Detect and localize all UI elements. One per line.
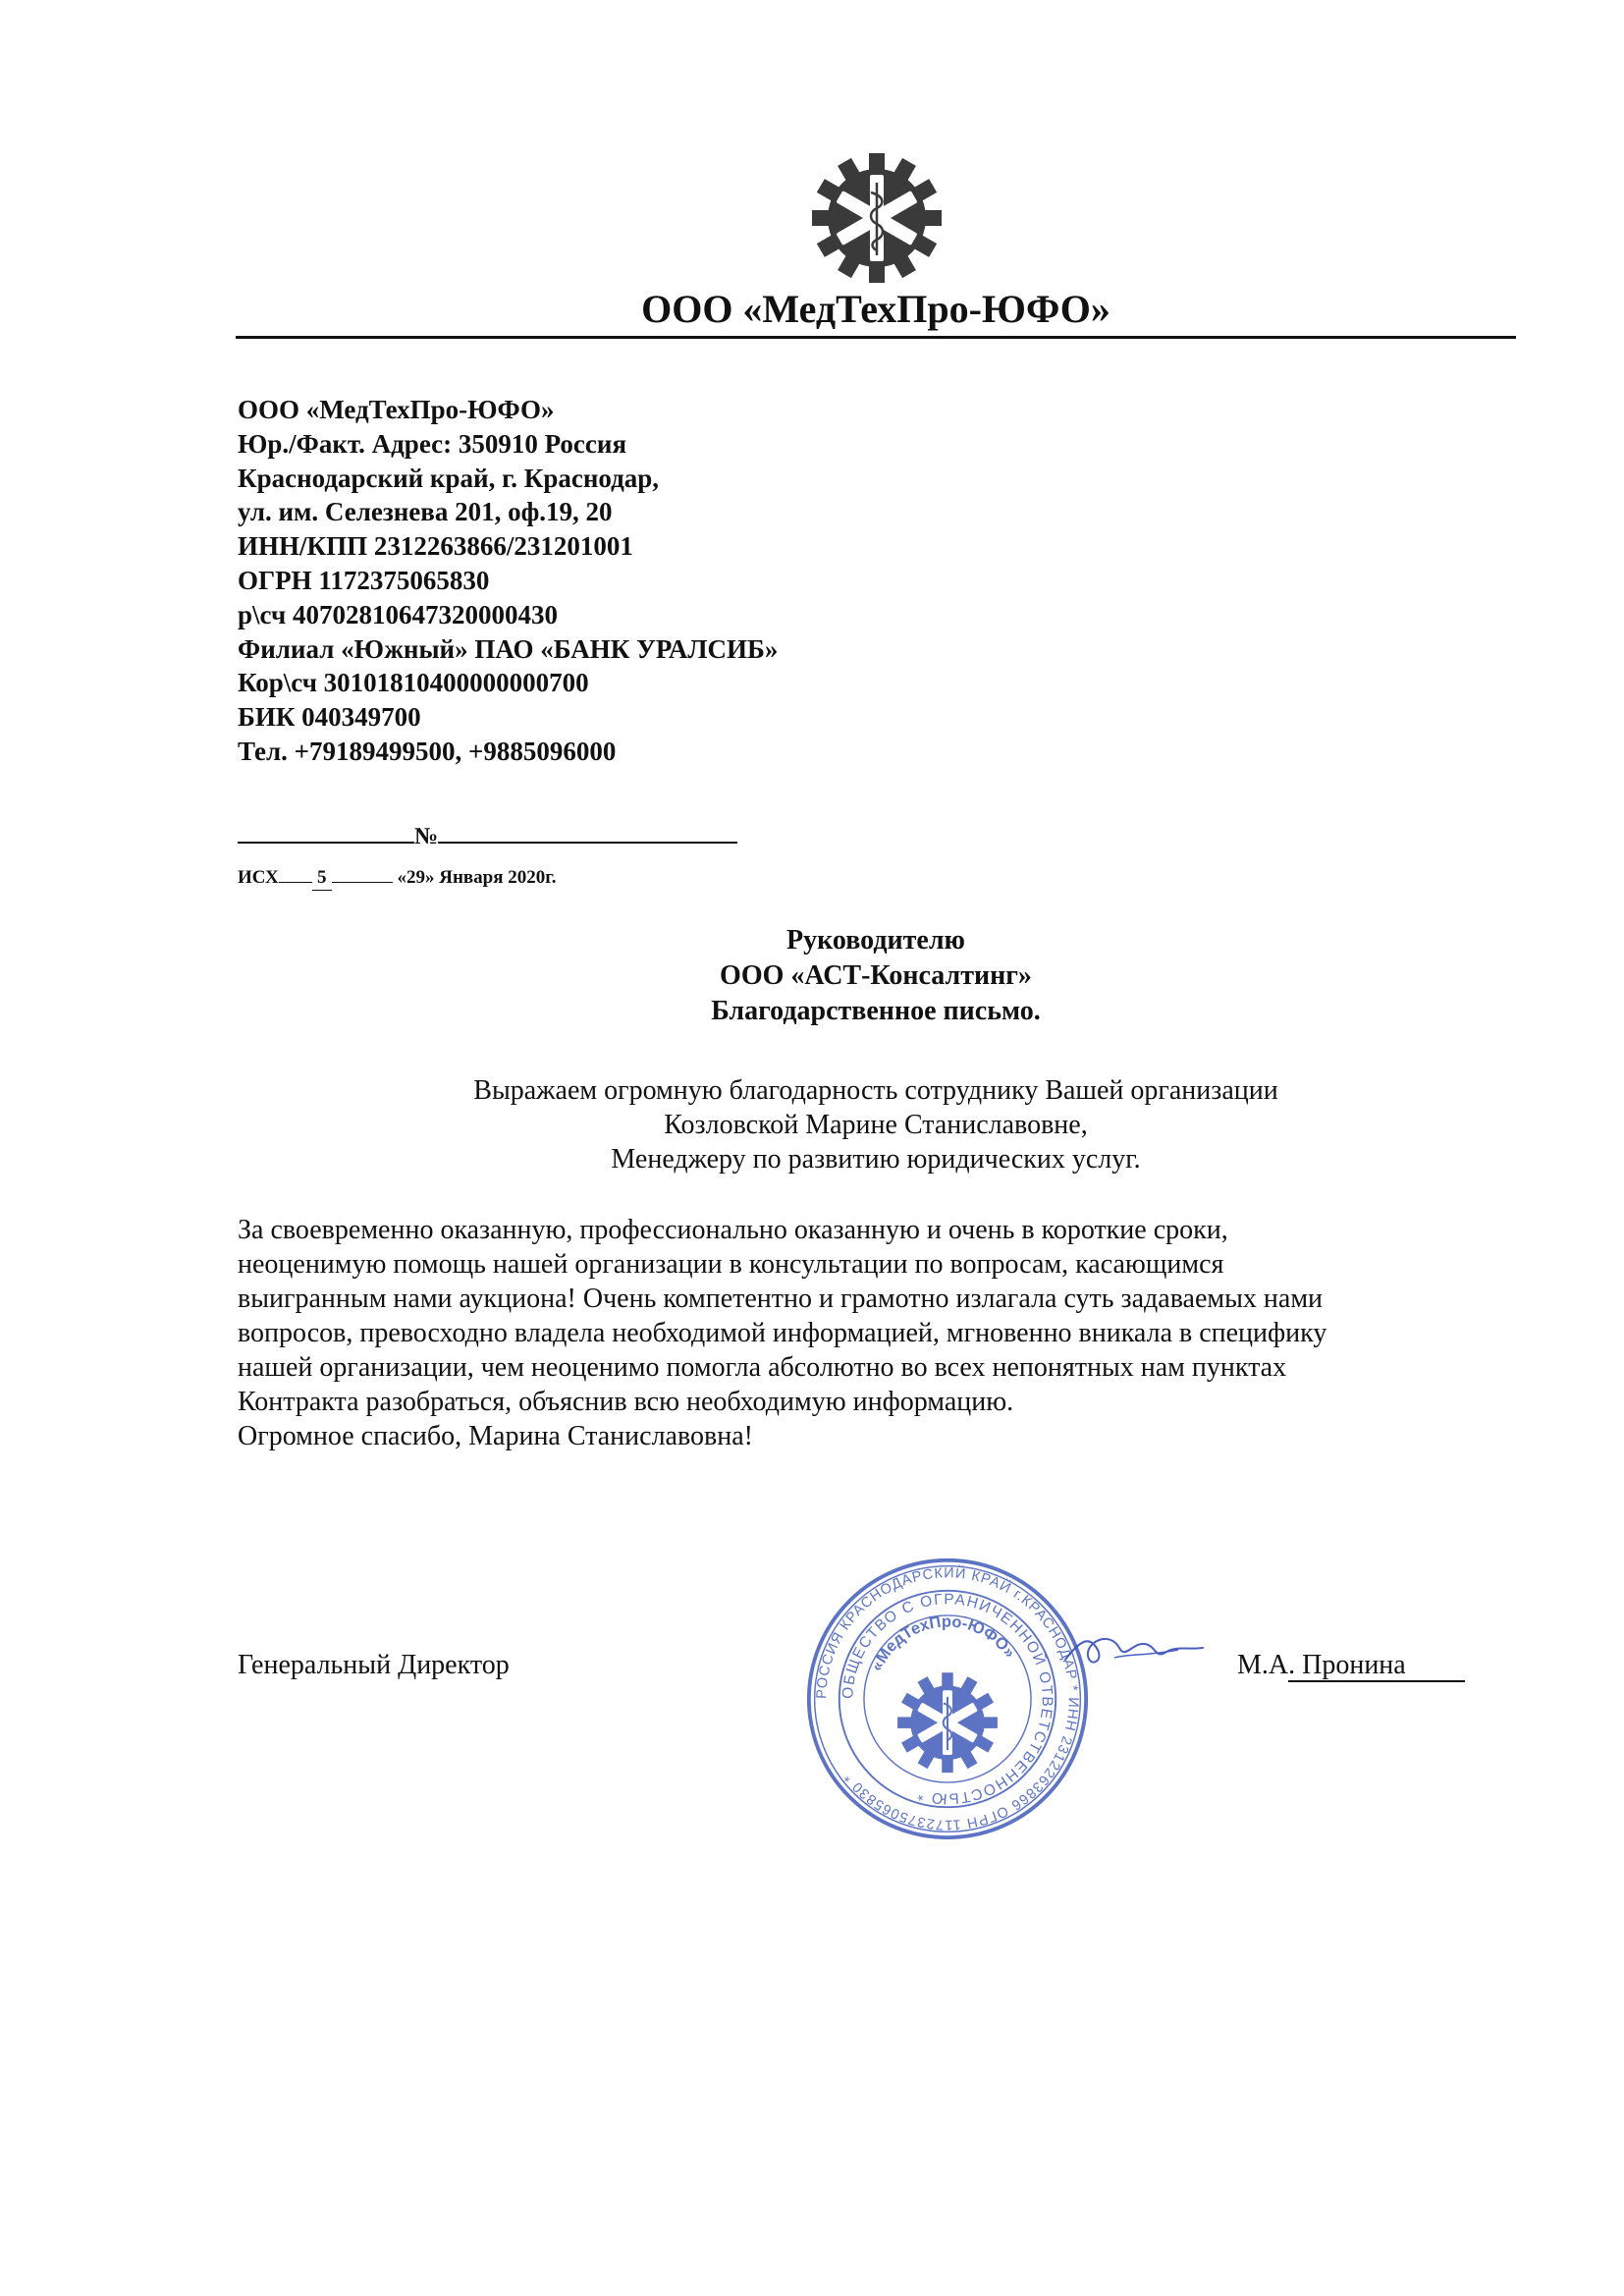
requisites-line-bik: БИК 040349700 — [238, 702, 421, 733]
gear-caduceus-logo-icon — [808, 149, 946, 287]
reference-number-line — [238, 818, 737, 850]
requisites-line-inn-kpp: ИНН/КПП 2312263866/231201001 — [238, 531, 633, 562]
letter-date: «29» Января 2020г. — [397, 867, 557, 888]
reference-number-blank — [438, 818, 737, 844]
body-line: Огромное спасибо, Марина Станиславовна! — [238, 1421, 753, 1451]
stamp-center-text: «МедТехПро-ЮФО» — [867, 1613, 1019, 1674]
addressee-block — [334, 923, 1418, 1029]
body-line: неоценимую помощь нашей организации в консультации по вопросам, касающимся — [238, 1249, 1224, 1280]
number-sign: № — [414, 824, 439, 849]
stamp-inner-text: ОБЩЕСТВО С ОГРАНИЧЕННОЙ ОТВЕТСТВЕННОСТЬЮ * — [839, 1591, 1056, 1807]
company-requisites — [238, 393, 778, 769]
letter-subject: Благодарственное письмо. — [711, 996, 1041, 1026]
addressee-company: ООО «АСТ-Консалтинг» — [720, 960, 1032, 991]
company-seal-stamp — [805, 1557, 1090, 1841]
header-divider — [236, 336, 1516, 339]
reference-date-blank — [238, 818, 414, 844]
stamp-logo-icon — [897, 1672, 998, 1773]
gratitude-line-3: Менеджеру по развитию юридических услуг. — [611, 1144, 1141, 1175]
gratitude-line-1: Выражаем огромную благодарность сотруднику Вашей организации — [473, 1075, 1278, 1106]
letter-body — [238, 1213, 1485, 1453]
body-line: За своевременно оказанную, профессионально оказанную и очень в короткие сроки, — [238, 1215, 1228, 1245]
body-line: вопросов, превосходно владела необходимой информацией, мгновенно вникала в специфику — [238, 1318, 1327, 1348]
requisites-line-street: ул. им. Селезнева 201, оф.19, 20 — [238, 497, 613, 527]
requisites-line-account: р\сч 40702810647320000430 — [238, 599, 558, 629]
requisites-line-corr-account: Кор\сч 30101810400000000700 — [238, 668, 589, 698]
addressee-position: Руководителю — [786, 925, 965, 956]
requisites-line-ogrn: ОГРН 1172375065830 — [238, 565, 490, 595]
requisites-line-bank: Филиал «Южный» ПАО «БАНК УРАЛСИБ» — [238, 633, 779, 664]
company-title: ООО «МедТехПро-ЮФО» — [641, 287, 1110, 331]
gratitude-block — [295, 1073, 1457, 1176]
outgoing-prefix: ИСХ — [238, 867, 279, 888]
gratitude-line-2: Козловской Марине Станиславовне, — [664, 1110, 1088, 1140]
outgoing-number: 5 — [312, 866, 332, 891]
body-line: нашей организации, чем неоценимо помогла абсолютно во всех непонятных нам пунктах — [238, 1352, 1287, 1383]
requisites-line-company: ООО «МедТехПро-ЮФО» — [238, 395, 555, 424]
body-line: выигранным нами аукциона! Очень компетентно и грамотно излагала суть задаваемых нами — [238, 1284, 1324, 1314]
body-line: Контракта разобраться, объяснив всю необходимую информацию. — [238, 1387, 1014, 1417]
requisites-line-address: Юр./Факт. Адрес: 350910 Россия — [238, 428, 627, 459]
outgoing-reference — [238, 866, 557, 891]
signatory-name: М.А. Пронина — [1237, 1650, 1406, 1680]
requisites-line-phones: Тел. +79189499500, +9885096000 — [238, 736, 617, 766]
stamp-outer-text: РОССИЯ КРАСНОДАРСКИЙ КРАЙ г.КРАСНОДАР * ИНН 2312263866 ОГРН 1172375065830 * — [814, 1565, 1081, 1832]
requisites-line-region: Краснодарский край, г. Краснодар, — [238, 463, 660, 493]
signatory-position: Генеральный Директор — [238, 1650, 510, 1680]
